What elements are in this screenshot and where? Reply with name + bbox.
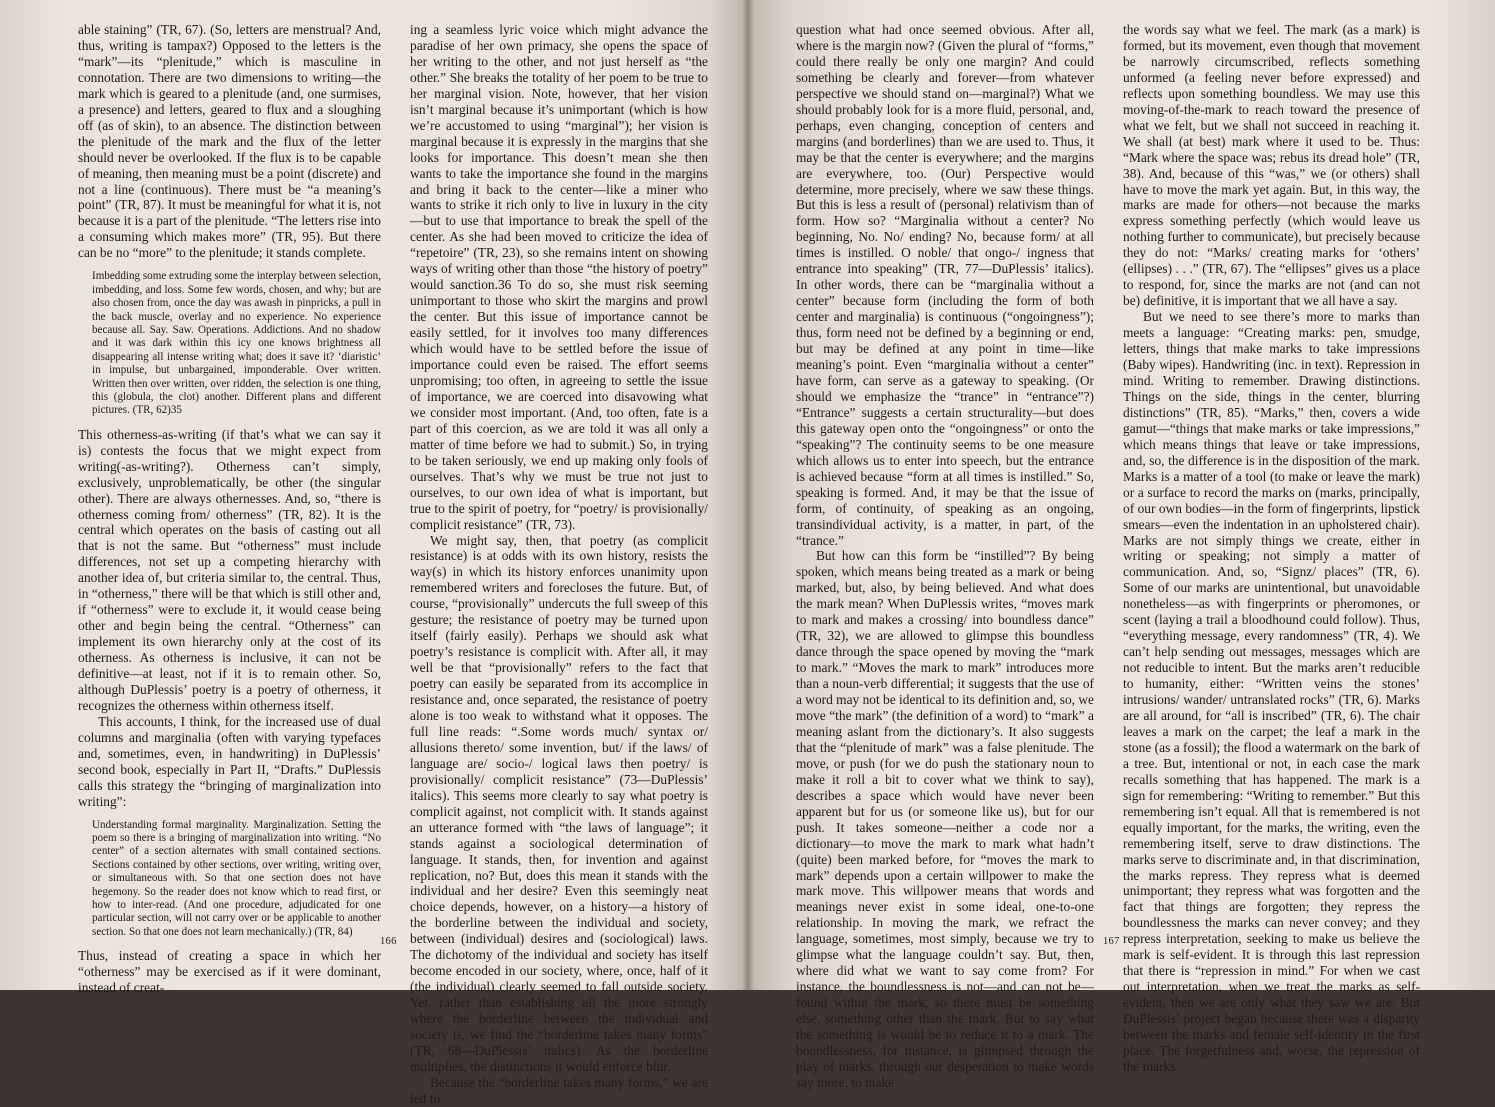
right-page xyxy=(748,0,1495,1090)
block-quote: Understanding formal marginality. Marginalization. Setting the poem so there is a bringing of marginalization into writing. “No center” of a section alternates with small contained sections. Sections contained by other sections, over writing, writing over, or simultaneous with. So that one section does not have hegemony. So the reader does not know which to read first, or how to inter-read. (And one procedure, adjudicated for one particular section, will not carry over or be applicable to another section. So that one does not learn mechanically.) (TR, 84) xyxy=(92,818,381,938)
right-page-column-1 xyxy=(796,22,1094,1090)
paragraph: But we need to see there’s more to marks than meets a language: “Creating marks: pen, smudge, letters, things that make marks to take impressions (Baby wipes). Handwriting (inc. in text). Repression in mind. Writing to remember. Drawing distinctions. Things on the side, things in the center, blurring distinctions” (TR, 85). “Marks,” then, covers a wide gamut—“things that make marks or take impressions,” which means things that leave or take impressions, and, so, the difference is in the disposition of the mark. Marks is a matter of a tool (to make or leave the mark) or a surface to record the marks on (marks, principally, of our own bodies—in the form of fingerprints, lipstick smears—even the indentation in an upholstered chair). Marks are not simply things we create, either in writing or speaking; not simply a matter of communication. And, so, “Signz/ places” (TR, 6). Some of our marks are unintentional, but unavoidable nonetheless—as with fingerprints or pheromones, or scent (laying a trail a bloodhound could follow). Thus, “everything message, every randomness” (TR, 4). We can’t help sending out messages, messages which are not reducible to intent. But the marks aren’t reducible to humanity, either: “Written veins the stones’ intrusions/ wander/ untranslated rocks” (TR, 6). Marks are all around, for “all is inscribed” (TR, 6). The chair leaves a mark on the carpet; the leaf a mark in the stone (as a fossil); the flood a watermark on the bark of a tree. But, intentional or not, in each case the mark recalls something that has happened. The mark is a sign for remembering: “Writing to remember.” But this remembering isn’t equal. All that is remembered is not equally important, for the marks, the writing, even the remembering itself, serve to draw distinctions. The marks serve to discriminate and, in that discrimination, the marks repress. They repress what is deemed unimportant; they repress what was forgotten and the fact that things are forgotten; they repress the boundlessness the marks can never convey; and they repress interpretation, seeking to make us believe the mark is self-evident. It is through this last repression that there is “repression in mind.” For when we cast out interpretation, when we treat the marks as self-evident, then we are only what they saw we are. But DuPlessis’ project began because there was a disparity between the marks and female self-identity in the first place. The forgetfulness and, worse, the repression of the marks xyxy=(1123,309,1420,1074)
paragraph: We might say, then, that poetry (as complicit resistance) is at odds with its own history, resists the way(s) in which its history enforces unanimity upon remembered writers and forecloses the future. But, of course, “provisionally” undercuts the full sweep of this gesture; the resistance of poetry may be turned upon itself (fairly easily). Perhaps we should ask what poetry’s resistance is complicit with. After all, it may well be that “provisionally” refers to the fact that poetry can easily be separated from its accomplice in resistance and, once separated, the resistance of poetry alone is too weak to withstand what it opposes. The full line reads: “.Some words much/ syntax or/ allusions thereto/ some invention, but/ if the laws/ of language are/ socio-/ logical laws then poetry/ is provisionally/ complicit resistance” (73—DuPlessis’ italics). This seems more clearly to say what poetry is complicit against, not complicit with. It stands against an utterance formed with “the laws of language”; it stands against a sociological determination of language. It stands, then, for invention and against replication, no? But, does this mean it stands with the individual and her desire? Even this seemingly neat choice depends, however, on a history—a history of the borderline between the individual and society, between (individual) desires and (sociological) laws. The dichotomy of the individual and society has itself become encoded in our society, where, once, half of it (the individual) clearly seemed to fall outside society. Yet, rather than establishing all the more strongly where the borderline between the individual and society is, we find the “borderline takes many forms” (TR, 68—DuPlessis’ italics). As the borderline multiplies, the distinctions it would enforce blur. xyxy=(410,532,708,1074)
paragraph: question what had once seemed obvious. After all, where is the margin now? (Given the plural of “forms,” could there really be only one margin? And could something be clearly and forever—from whatever perspective we should stand on—marginal?) What we should probably look for is a more fluid, personal, and, perhaps, even changing, conception of centers and margins (and borderlines) than we are used to. Thus, it may be that the center is everywhere; and the margins are everywhere, too. (Our) Perspective would determine, more precisely, where we saw these things. But this is less a result of (personal) relativism than of form. How so? “Marginalia without a center? No beginning, No. No/ ending? No, because form/ at all times is instilled. O noble/ that ongo-/ ingness that entrance into speaking” (TR, 77—DuPlessis’ italics). In other words, there can be “marginalia without a center” because form (including the form of both center and marginalia) is continuous (“ongoingness”); thus, form need not be defined by a beginning or end, but may be defined at any point in time—like meaning’s point. Even “marginalia without a center” have form, can serve as a gateway to speaking. (Or should we emphasize the “trance” in “entrance”?) “Entrance” suggests a certain structurality—but does this gateway open onto the “ongoingness” or onto the “speaking”? The continuity seems to be one measure which allows us to enter into speech, but the entrance is achieved because “form at all times is instilled.” So, speaking is formed. And, it may be that the issue of form, of continuity, of speaking as an ongoing, transindividual activity, is a matter, in part, of the “trance.” xyxy=(796,22,1094,548)
left-page xyxy=(0,0,748,1106)
block-quote: Imbedding some extruding some the interplay between selection, imbedding, and loss. Some few words, chosen, and why; but are also chosen from, once the day was awash in pinpricks, a pull in the back muscle, overlay and no experience. No experience because all. Say. Saw. Operations. Addictions. And no shadow and it was dark within this icy one knows brightness all disappearing all intense writing what; does it save it? ‘diaristic’ in impulse, but unbargained, imponderable. Over written. Written then over written, over ridden, the selection is one thing, this (globula, the clot) another. Different plans and different pictures. (TR, 62)35 xyxy=(92,270,381,417)
paragraph: ing a seamless lyric voice which might advance the paradise of her own primacy, she opens the space of her writing to the other, and not just herself as “the other.” She breaks the totality of her poem to be true to her marginal vision. Note, however, that her vision isn’t marginal because it’s unimportant (which is how we’re accustomed to using “marginal”); her vision is marginal because it is expressly in the margins that she looks for importance. This doesn’t mean she then wants to take the importance she found in the margins and bring it back to the center—like a miner who wants to strike it rich only to live in luxury in the city—but to use that importance to break the spell of the center. As she had been moved to criticize the idea of “repetoire” (TR, 23), so she remains intent on showing ways of writing other than those “the history of poetry” would sanction.36 To do so, she must risk seeming unimportant to those who skirt the margins and prowl the center. But this issue of importance cannot be easily settled, for it involves too many differences which would have to be settled before the issue of importance could even be raised. The effort seems unpromising; too often, in agreeing to settle the issue of importance, we are coerced into disavowing what we consider most important. (And, too often, fate is a part of this coercion, as we are told it was all only a matter of time before we had to submit.) So, in trying to be taken seriously, we end up making only fools of ourselves. That’s why we must be true not just to ourselves, to our own idea of what is important, but true to the spirit of poetry, for “poetry/ is provisionally/ complicit resistance” (TR, 73). xyxy=(410,22,708,532)
paragraph: This accounts, I think, for the increased use of dual columns and marginalia (often with varying typefaces and, sometimes, even, in handwriting) in DuPlessis’ second book, especially in Part II, “Drafts.” DuPlessis calls this strategy the “bringing of marginalization into writing”: xyxy=(78,713,381,809)
paragraph: the words say what we feel. The mark (as a mark) is formed, but its movement, even though that movement be narrowly circumscribed, reflects something unformed (a feeling never before expressed) and reflects upon something boundless. We may use this moving-of-the-mark to reach toward the presence of what we felt, but we shall not succeed in reaching it. We shall (at best) mark where it used to be. Thus: “Mark where the space was; rebus its dread hole” (TR, 38). And, because of this “was,” we (or others) shall have to move the mark yet again. But, in this way, the marks are made for others—not because the marks express something perfectly (which would leave us nothing further to communicate), but precisely because they do not: “Marks/ creating marks for ‘others’ (ellipses) . . .” (TR, 67). The “ellipses” gives us a place to respond, for, since the marks are not (and can not be) definitive, it is important that we all have a say. xyxy=(1123,22,1420,309)
paragraph: Thus, instead of creating a space in which her “otherness” may be exercised as if it were dominant, instead of creat- xyxy=(78,948,381,996)
page-number: 167 xyxy=(1103,936,1120,947)
paragraph: Because the “borderline takes many forms,” we are led to xyxy=(410,1074,708,1106)
paragraph: But how can this form be “instilled”? By being spoken, which means being treated as a mark or being marked, but, also, by being believed. And what does the mark mean? When DuPlessis writes, “moves mark to mark and makes a crossing/ into boundless dance” (TR, 32), we are allowed to glimpse this boundless dance through the space opened by moving the “mark to mark.” “Moves the mark to mark” introduces more than a noun-verb differential; it suggests that the use of a word may not be identical to its definition and, so, we move “the mark” (the definition of a word) to “mark” a meaning aslant from the dictionary’s. It also suggests that the “plenitude of mark” was a false plenitude. The move, or push (for we do push the stationary noun to make it roll a bit to cover what we think to say), describes a space which would have never been apparent but for us (or someone like us), but for our push. It takes someone—neither a code nor a dictionary—to move the mark to mark what hadn’t (quite) been marked before, for “moves the mark to mark” depends upon a certain willpower to make the mark move. This willpower means that words and meanings never exist in some ideal, one-to-one relationship. In moving the mark, we refract the language, sometimes, most simply, because we try to glimpse what the language couldn’t say. But, then, where did what we want to say come from? For instance, the boundlessness is not—and can not be—found within the mark, so there must be something else, something other than the mark. But to say what the something is would be to reduce it to a mark. The boundlessness, for instance, is glimpsed through the play of marks, through our desperation to make words say more, to make xyxy=(796,548,1094,1090)
left-page-column-1 xyxy=(78,22,381,996)
page-number: 166 xyxy=(380,936,397,947)
right-page-column-2 xyxy=(1123,22,1420,1074)
book-gutter xyxy=(742,0,754,990)
paragraph: This otherness-as-writing (if that’s what we can say it is) contests the focus that we might expect from writing(-as-writing?). Otherness can’t simply, exclusively, unproblematically, be other (the singular other). There are always othernesses. And, so, “there is otherness coming from/ otherness” (TR, 82). It is the central which operates on the basis of casting out all that is not the same. But “otherness” must include differences, not set up a competing hierarchy with another idea of, but criteria similar to, the central. Thus, in “otherness,” there will be that which is still other and, if “otherness” were to exclude it, it would cease being other and begin being the central. “Otherness” can implement its own hierarchy only at the cost of its otherness. As otherness is inclusive, it can not be definitive—at least, not if it is to remain other. So, although DuPlessis’ poetry is a poetry of otherness, it recognizes the otherness within otherness itself. xyxy=(78,426,381,713)
left-page-column-2 xyxy=(410,22,708,1106)
paragraph: able staining” (TR, 67). (So, letters are menstrual? And, thus, writing is tampax?) Opposed to the letters is the “mark”—its “plenitude,” which is masculine in connotation. There are two dimensions to writing—the mark which is geared to a plenitude (and, one surmises, a presence) and letters, geared to flux and a sloughing off (as of skin), to an absence. The distinction between the plenitude of the mark and the flux of the letter should never be overlooked. If the flux is to be capable of meaning, then meaning must be a point (discrete) and not a line (continuous). There must be “a meaning’s point” (TR, 87). It must be meaningful for what it is, not because it is a part of the plenitude. “The letters rise into a consuming which makes more” (TR, 95). But there can be no “more” to the plenitude; it stands complete. xyxy=(78,22,381,261)
